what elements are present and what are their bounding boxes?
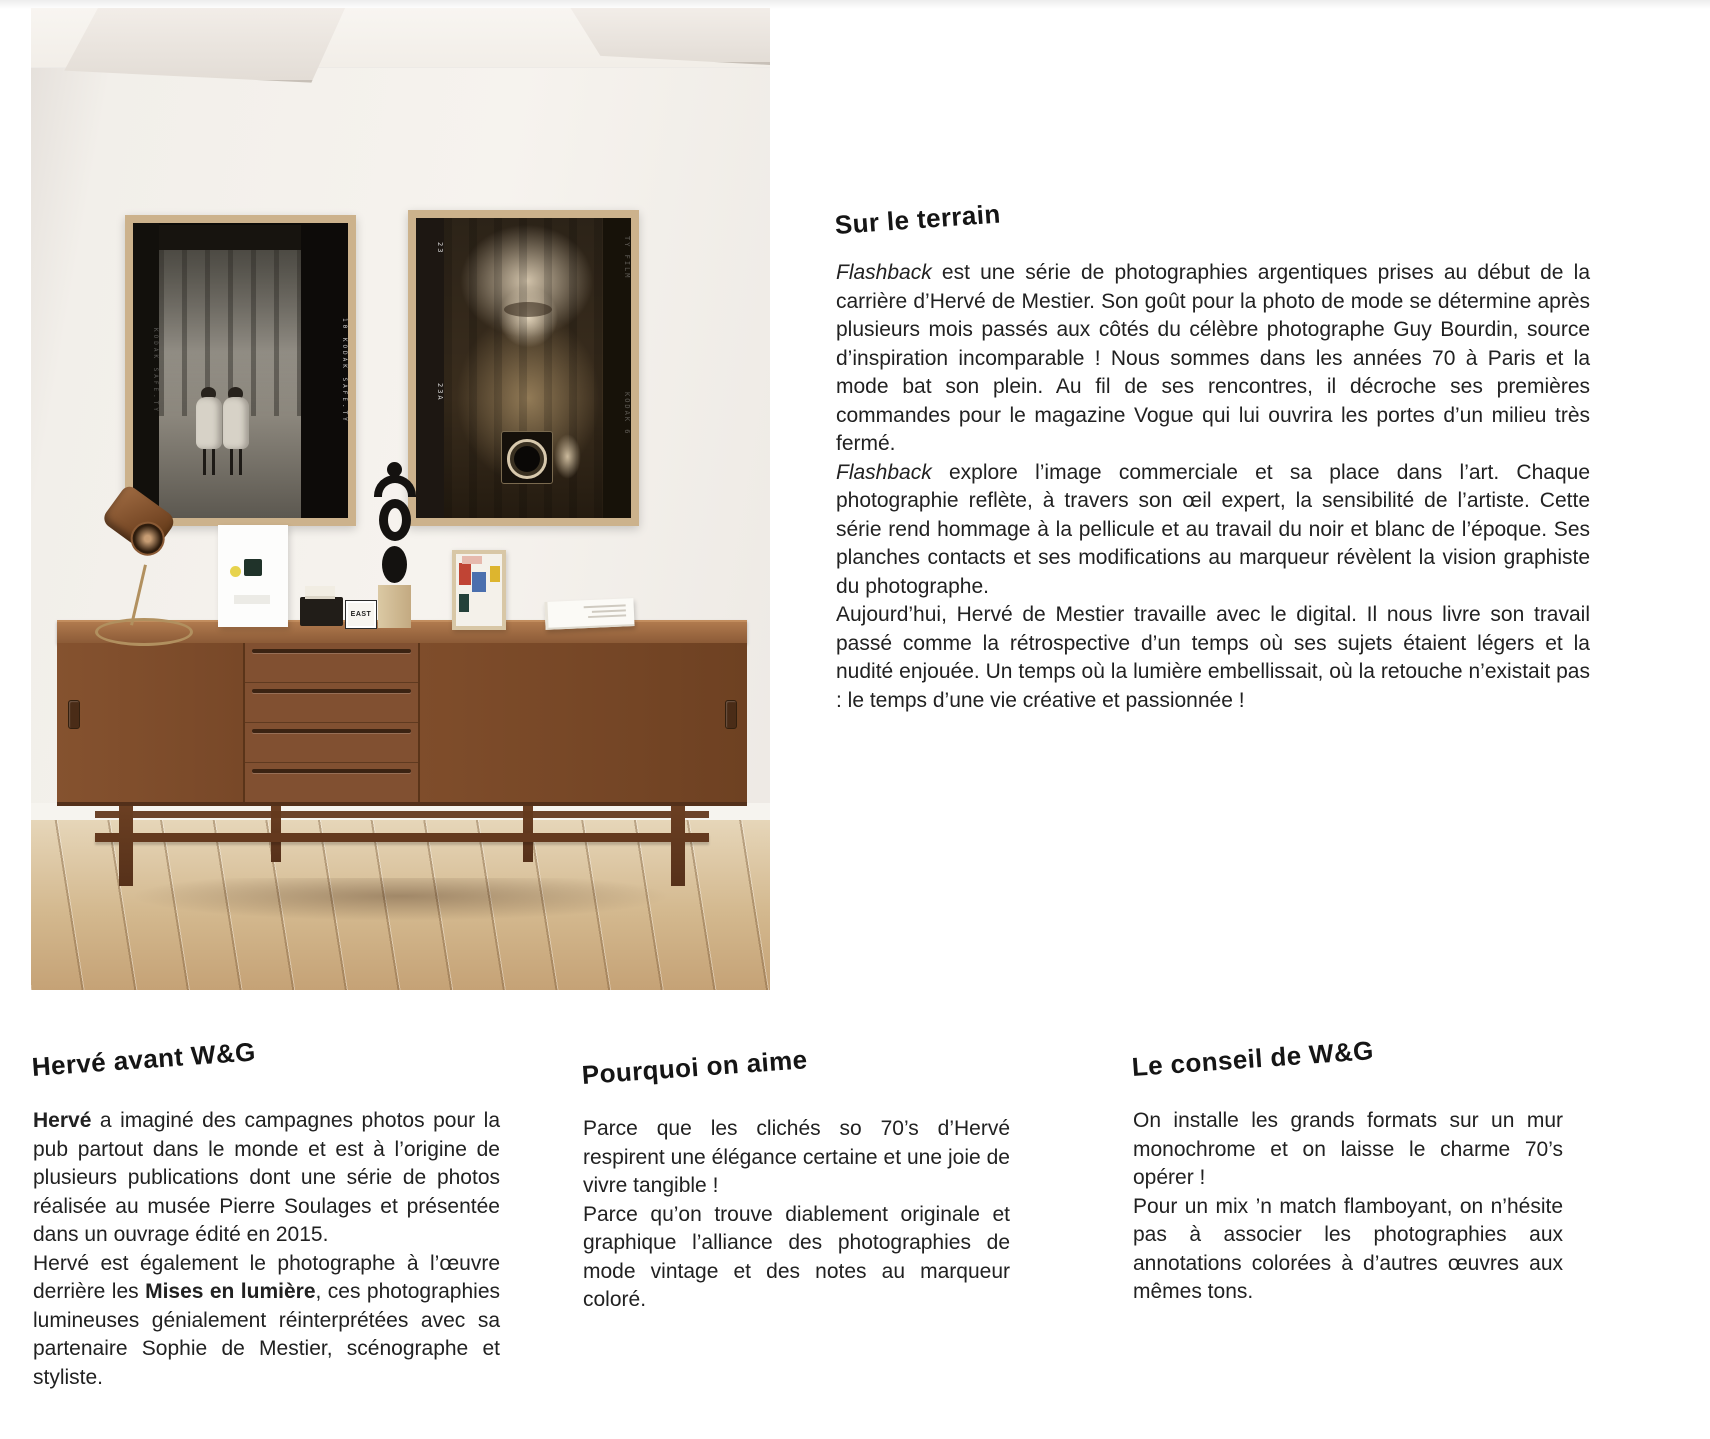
drawer bbox=[245, 683, 418, 723]
sideboard-front bbox=[57, 643, 747, 806]
section-le-conseil-de-wg bbox=[1130, 1035, 1563, 1307]
door-handle bbox=[725, 700, 737, 729]
paragraph: Parce qu’on trouve diablement originale et graphique l’alliance des photographies de mode vintage et des notes au marqueur coloré. bbox=[583, 1202, 1010, 1311]
drawer-pull bbox=[252, 689, 411, 693]
stretcher-rail bbox=[95, 811, 709, 818]
hat-fringe bbox=[504, 302, 552, 317]
paragraph-aujourdhui: Aujourd’hui, Hervé de Mestier travaille avec le digital. Il nous livre son travail passé comme la rétrospective d’un temps où ses sujets étaient légers et la nudité enjouée. Un temps où la lumière embellissait, où la retouche n’existait pas : le temps d’une vie créative et passionnée ! bbox=[836, 603, 1590, 712]
drawer-pull bbox=[252, 729, 411, 733]
italic-title: Flashback bbox=[836, 460, 932, 484]
teak-sideboard bbox=[57, 620, 747, 880]
camera bbox=[501, 431, 552, 484]
sliding-door-right bbox=[418, 643, 747, 802]
paragraph-flashback-2: Flashback explore l’image commerciale et sa place dans l’art. Chaque photographie reflète, à travers son œil expert, la sensibilité de l’artiste. Cette série rend hommage à la pellicule et au travail du noir et blanc de l’époque. Ses planches contacts et ses modifications au marqueur révèlent la vision graphiste du photographe. bbox=[836, 460, 1590, 598]
ceiling-beam-left bbox=[64, 8, 345, 83]
leaning-art-print bbox=[218, 525, 288, 627]
paragraph: On installe les grands formats sur un mur monochrome et on laisse le charme 70’s opérer ! bbox=[1133, 1109, 1563, 1189]
bw-street-scene bbox=[159, 250, 301, 518]
drawer bbox=[245, 763, 418, 802]
paragraph: Pour un mix ’n match flamboyant, on n’hésite pas à associer les photographies aux annotations colorées à d’autres œuvres aux mêmes tons. bbox=[1133, 1194, 1563, 1303]
film-frame-number: 23A bbox=[435, 383, 444, 402]
lamp-base bbox=[95, 618, 193, 646]
drawer bbox=[245, 723, 418, 763]
film-frame-number: 23 bbox=[435, 242, 444, 255]
paragraph: Hervé a imaginé des campagnes photos pour la pub partout dans le monde et est à l’origine de plusieurs publications dont une série de photos réalisée au musée Pierre Soulages et présentée dans un ouvrage édité en 2015. bbox=[33, 1109, 500, 1246]
sliding-door-left bbox=[57, 643, 245, 802]
camera-lens bbox=[507, 439, 547, 479]
paragraph: Parce que les clichés so 70’s d’Hervé respirent une élégance certaine et une joie de vivre tangible ! bbox=[583, 1117, 1010, 1197]
italic-title: Flashback bbox=[836, 261, 932, 284]
film-edge-strip bbox=[416, 218, 444, 518]
sculpture-ring bbox=[379, 499, 411, 541]
paragraph: Hervé est également le photographe à l’œuvre derrière les Mises en lumière, ces photographies lumineuses génialement réinterprétées avec sa partenaire Sophie de Mestier, scénographe et styliste. bbox=[33, 1251, 500, 1389]
yellow-dot bbox=[230, 566, 241, 577]
heading-le-conseil-de-wg: Le conseil de W&G bbox=[1130, 1035, 1375, 1083]
stretcher-rail bbox=[95, 833, 709, 842]
sideboard-shadow bbox=[75, 878, 725, 938]
framed-print-right bbox=[408, 210, 639, 526]
lamp-opening bbox=[124, 515, 171, 562]
section-herve-avant-wg bbox=[30, 1036, 500, 1392]
interior-photo bbox=[31, 8, 770, 990]
hand bbox=[554, 434, 581, 479]
drawer-pull bbox=[252, 649, 411, 653]
door-handle bbox=[68, 700, 80, 729]
drawer-stack bbox=[245, 643, 418, 802]
drawer bbox=[245, 643, 418, 683]
heading-herve-avant-wg: Hervé avant W&G bbox=[30, 1036, 257, 1083]
sculpture-wood-base bbox=[378, 585, 411, 628]
film-edge-strip bbox=[603, 218, 631, 518]
sepia-portrait-scene bbox=[444, 218, 603, 518]
film-edge-text: TY FILM bbox=[623, 236, 631, 280]
green-square bbox=[244, 559, 262, 576]
white-cards bbox=[305, 586, 335, 599]
drawer-pull bbox=[252, 769, 411, 773]
framed-print-left bbox=[125, 215, 356, 526]
card-holder bbox=[300, 597, 343, 626]
east-box: EAST bbox=[345, 600, 377, 629]
heading-pourquoi-on-aime: Pourquoi on aime bbox=[580, 1044, 809, 1091]
lamp-arm bbox=[130, 564, 147, 625]
film-edge-text: 10 KODAK SAFE.TY bbox=[301, 223, 348, 518]
catalog-book bbox=[544, 598, 634, 630]
film-edge-text: KODAK 6 bbox=[623, 392, 631, 436]
mini-artwork bbox=[452, 550, 506, 630]
paragraph-flashback-1: Flashback est une série de photographies argentiques prises au début de la carrière d’Hervé de Mestier. Son goût pour la photo de mode se détermine après plusieurs mois passés aux côtés du célèbre photographe Guy Bourdin, source d’inspiration incomparable ! Nous sommes dans les années 70 à Paris et la mode bat son plein. Au fil de ses rencontres, il décroche ses premières commandes pour le magazine Vogue qui lui ouvrira les portes d’un milieu très fermé. bbox=[836, 261, 1590, 455]
gray-strip bbox=[234, 595, 270, 604]
sideboard-legs bbox=[57, 806, 747, 886]
section-pourquoi-on-aime bbox=[580, 1044, 1010, 1315]
sculpture-oval bbox=[382, 546, 407, 583]
film-edge-text: KODAK SAFE.TY bbox=[133, 223, 159, 518]
model-figure bbox=[196, 387, 222, 475]
model-figure bbox=[223, 387, 249, 475]
section-sur-le-terrain bbox=[833, 198, 1590, 715]
heading-sur-le-terrain: Sur le terrain bbox=[833, 198, 1002, 241]
